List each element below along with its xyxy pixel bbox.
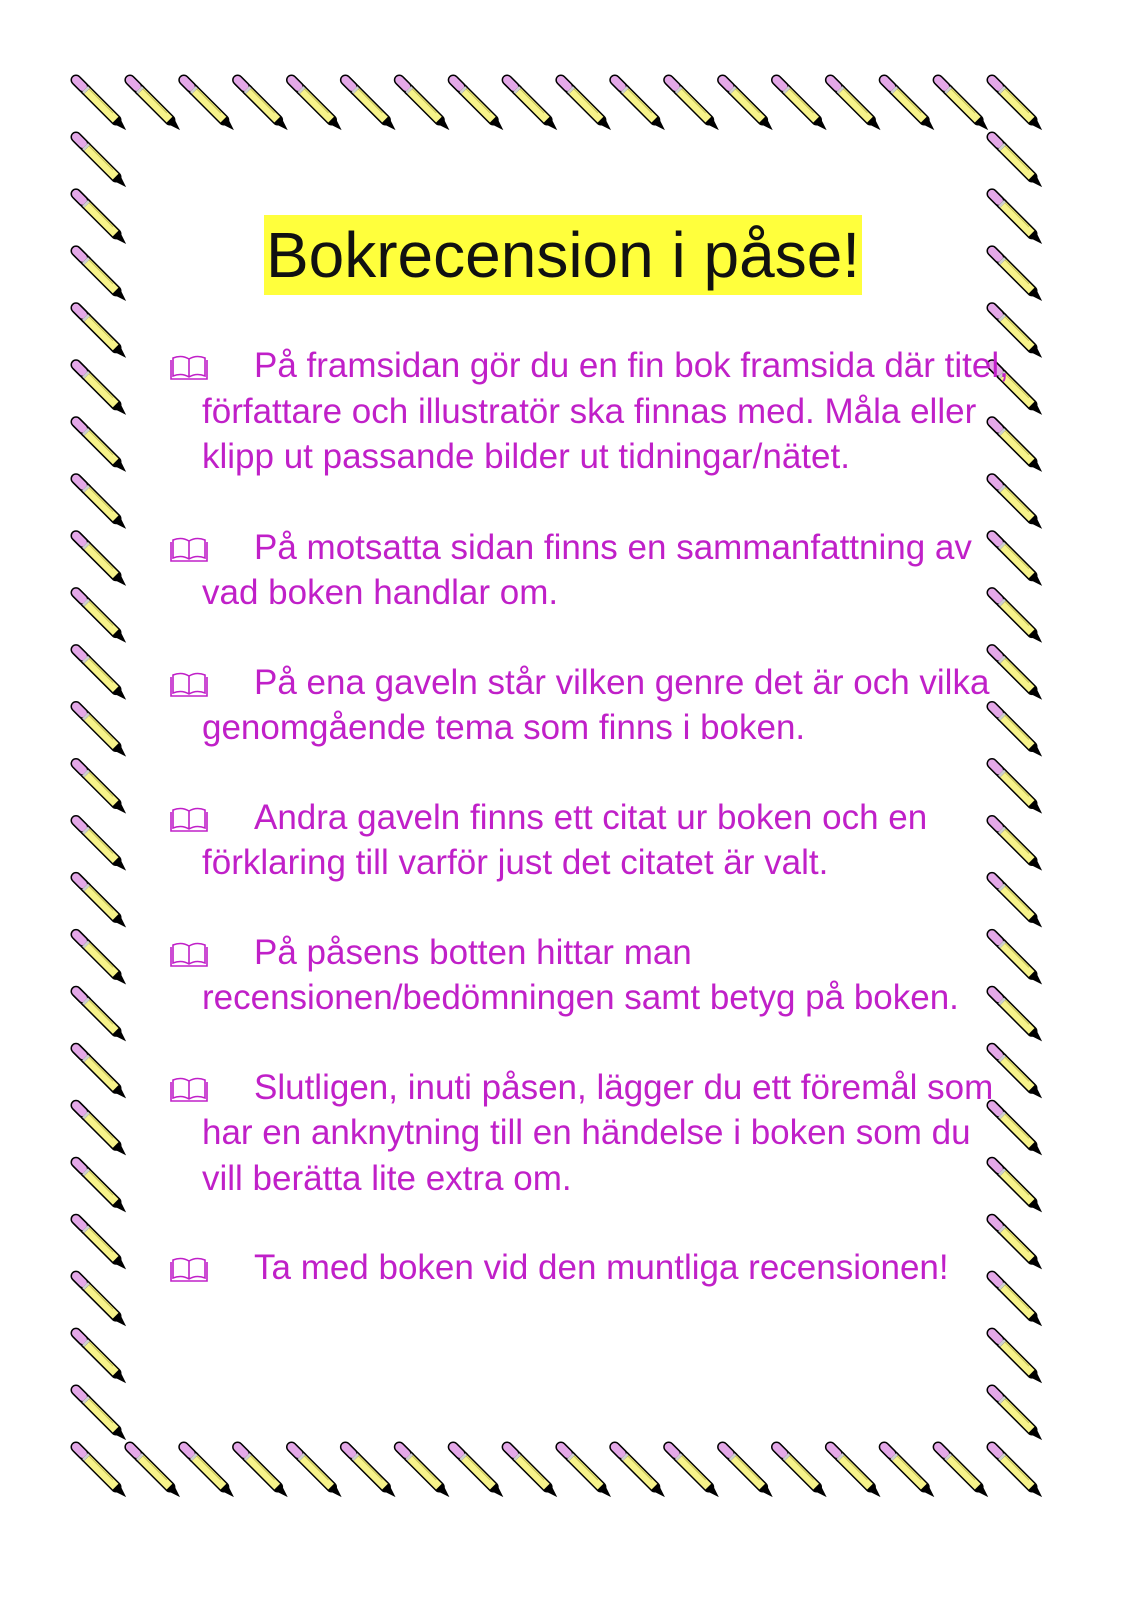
pencil-icon xyxy=(292,80,341,129)
pencil-icon xyxy=(777,1447,826,1496)
pencil-icon xyxy=(992,1333,1041,1382)
instruction-item xyxy=(170,525,1010,616)
instruction-text: Slutligen, inuti påsen, lägger du ett föremål som har en anknytning till en händelse i boken som du vill berätta lite extra om. xyxy=(202,1067,994,1198)
pencil-icon xyxy=(292,1447,341,1496)
open-book-icon xyxy=(170,353,208,381)
pencil-icon xyxy=(723,1447,772,1496)
pencil-icon xyxy=(76,365,125,414)
pencil-icon xyxy=(992,137,1041,186)
pencil-icon xyxy=(399,1447,448,1496)
pencil-icon xyxy=(76,1390,125,1439)
pencil-icon xyxy=(76,991,125,1040)
pencil-icon xyxy=(76,934,125,983)
open-book-icon xyxy=(170,670,208,698)
pencil-icon xyxy=(561,80,610,129)
open-book-icon xyxy=(170,535,208,563)
instruction-text: På ena gaveln står vilken genre det är och vilka genomgående tema som finns i boken. xyxy=(202,662,990,747)
instruction-item xyxy=(170,1245,1010,1291)
pencil-icon xyxy=(453,80,502,129)
pencil-icon xyxy=(399,80,448,129)
open-book-icon xyxy=(170,1075,208,1103)
pencil-icon xyxy=(76,536,125,585)
pencil-icon xyxy=(76,764,125,813)
pencil-icon xyxy=(76,137,125,186)
pencil-icon xyxy=(76,1162,125,1211)
instruction-text: På framsidan gör du en fin bok framsida där titel, författare och illustratör ska finnas med. Måla eller klipp ut passande bilder ut tidningar/nätet. xyxy=(202,346,1009,476)
pencil-icon xyxy=(992,1447,1041,1496)
pencil-icon xyxy=(884,1447,933,1496)
open-book-icon xyxy=(170,805,208,833)
pencil-icon xyxy=(345,80,394,129)
instruction-list xyxy=(170,343,1010,1291)
pencil-icon xyxy=(992,1390,1041,1439)
pencil-icon xyxy=(615,80,664,129)
pencil-icon xyxy=(76,308,125,357)
pencil-icon xyxy=(130,1447,179,1496)
instruction-item xyxy=(170,660,1010,751)
pencil-icon xyxy=(561,1447,610,1496)
pencil-icon xyxy=(184,1447,233,1496)
pencil-icon xyxy=(238,80,287,129)
pencil-icon xyxy=(777,80,826,129)
instruction-item xyxy=(170,1065,1010,1202)
instruction-text: På motsatta sidan finns en sammanfattning av vad boken handlar om. xyxy=(202,527,972,612)
pencil-icon xyxy=(884,80,933,129)
pencil-icon xyxy=(830,1447,879,1496)
pencil-icon xyxy=(723,80,772,129)
pencil-icon xyxy=(76,1333,125,1382)
pencil-icon xyxy=(130,80,179,129)
pencil-icon xyxy=(76,1447,125,1496)
pencil-icon xyxy=(238,1447,287,1496)
pencil-icon xyxy=(76,650,125,699)
pencil-icon xyxy=(76,877,125,926)
pencil-icon xyxy=(76,479,125,528)
pencil-icon xyxy=(507,1447,556,1496)
pencil-icon xyxy=(345,1447,394,1496)
pencil-icon xyxy=(669,1447,718,1496)
pencil-icon xyxy=(76,1276,125,1325)
pencil-icon xyxy=(507,80,556,129)
pencil-icon xyxy=(76,1105,125,1154)
instruction-text: På påsens botten hittar man recensionen/bedömningen samt betyg på boken. xyxy=(202,932,959,1017)
pencil-icon xyxy=(76,821,125,870)
page-title: Bokrecension i påse! xyxy=(264,215,862,295)
pencil-icon xyxy=(830,80,879,129)
open-book-icon xyxy=(170,1255,208,1283)
pencil-icon xyxy=(76,1219,125,1268)
pencil-icon xyxy=(615,1447,664,1496)
pencil-icon xyxy=(76,422,125,471)
instruction-item xyxy=(170,930,1010,1021)
pencil-icon xyxy=(453,1447,502,1496)
instruction-item xyxy=(170,795,1010,886)
pencil-icon xyxy=(184,80,233,129)
pencil-icon xyxy=(76,707,125,756)
title-wrap xyxy=(0,215,1132,295)
pencil-icon xyxy=(938,80,987,129)
pencil-icon xyxy=(938,1447,987,1496)
instruction-text: Andra gaveln finns ett citat ur boken och en förklaring till varför just det citatet är valt. xyxy=(202,797,928,882)
instruction-item xyxy=(170,343,1010,480)
pencil-icon xyxy=(76,1048,125,1097)
open-book-icon xyxy=(170,940,208,968)
pencil-icon xyxy=(992,80,1041,129)
pencil-icon xyxy=(669,80,718,129)
instruction-text: Ta med boken vid den muntliga recensionen! xyxy=(254,1248,949,1287)
pencil-icon xyxy=(76,80,125,129)
pencil-icon xyxy=(76,593,125,642)
